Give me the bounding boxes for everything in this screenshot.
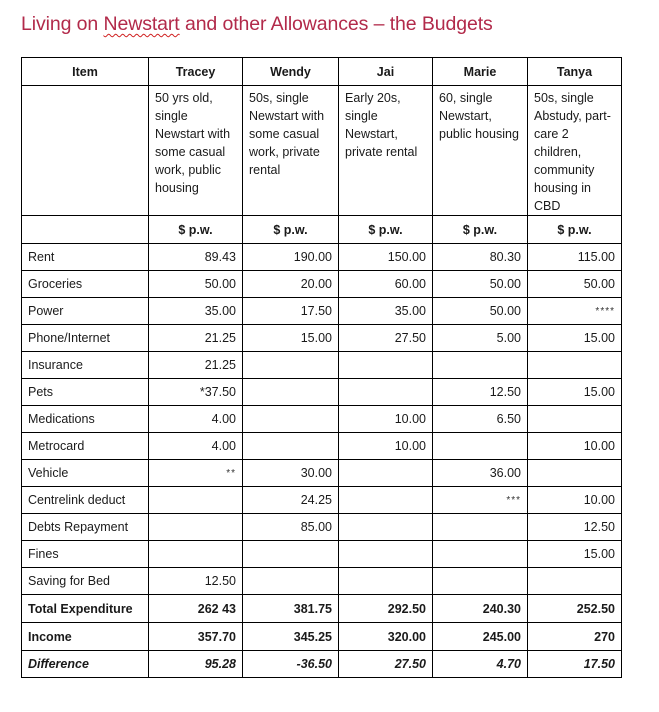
cell-tanya: ****: [528, 298, 622, 325]
cell-tanya: [528, 352, 622, 379]
title-part-1: Living on: [21, 13, 104, 35]
cell-wendy: 30.00: [243, 460, 339, 487]
expense-row: [22, 541, 622, 568]
cell-tanya: 115.00: [528, 244, 622, 271]
cell-jai: 27.50: [339, 325, 433, 352]
row-label: Total Expenditure: [22, 595, 149, 623]
cell-tracey: 12.50: [149, 568, 243, 595]
expense-row: [22, 514, 622, 541]
description-item-empty: [22, 86, 149, 216]
expense-row: [22, 379, 622, 406]
description-wendy: 50s, single Newstart with some casual work, private rental: [243, 86, 339, 216]
cell-jai: 150.00: [339, 244, 433, 271]
cell-marie: [433, 541, 528, 568]
cell-tracey: 35.00: [149, 298, 243, 325]
cell-jai: 60.00: [339, 271, 433, 298]
cell-jai: 292.50: [339, 595, 433, 623]
row-label: Saving for Bed: [22, 568, 149, 595]
cell-marie: [433, 352, 528, 379]
header-jai: Jai: [339, 58, 433, 86]
expense-row: [22, 298, 622, 325]
cell-wendy: [243, 568, 339, 595]
cell-wendy: 15.00: [243, 325, 339, 352]
row-label: Pets: [22, 379, 149, 406]
unit-item-empty: [22, 216, 149, 244]
header-tracey: Tracey: [149, 58, 243, 86]
cell-marie: 80.30: [433, 244, 528, 271]
cell-tanya: 15.00: [528, 325, 622, 352]
cell-tanya: 15.00: [528, 541, 622, 568]
row-label: Fines: [22, 541, 149, 568]
cell-tracey: 262 43: [149, 595, 243, 623]
cell-marie: 50.00: [433, 271, 528, 298]
cell-tanya: 10.00: [528, 487, 622, 514]
cell-wendy: 20.00: [243, 271, 339, 298]
expense-row: [22, 271, 622, 298]
cell-jai: 10.00: [339, 433, 433, 460]
cell-tracey: [149, 541, 243, 568]
cell-tracey: 4.00: [149, 433, 243, 460]
description-marie: 60, single Newstart, public housing: [433, 86, 528, 216]
cell-tanya: [528, 406, 622, 433]
cell-wendy: [243, 433, 339, 460]
cell-marie: 5.00: [433, 325, 528, 352]
row-label: Metrocard: [22, 433, 149, 460]
description-row: [22, 86, 622, 216]
budget-table: [21, 57, 622, 678]
income-row: [22, 623, 622, 651]
cell-tanya: 252.50: [528, 595, 622, 623]
cell-jai: 320.00: [339, 623, 433, 651]
unit-tanya: $ p.w.: [528, 216, 622, 244]
expense-row: [22, 433, 622, 460]
header-item: Item: [22, 58, 149, 86]
cell-tracey: 50.00: [149, 271, 243, 298]
cell-wendy: [243, 541, 339, 568]
cell-tracey: *37.50: [149, 379, 243, 406]
expense-row: [22, 487, 622, 514]
difference-row: [22, 651, 622, 678]
cell-jai: 27.50: [339, 651, 433, 678]
cell-tanya: 17.50: [528, 651, 622, 678]
header-tanya: Tanya: [528, 58, 622, 86]
row-label: Rent: [22, 244, 149, 271]
expense-row: [22, 406, 622, 433]
title-part-newstart: Newstart: [103, 13, 180, 35]
cell-marie: [433, 514, 528, 541]
cell-marie: 50.00: [433, 298, 528, 325]
cell-tracey: 95.28: [149, 651, 243, 678]
cell-jai: [339, 379, 433, 406]
cell-tanya: 50.00: [528, 271, 622, 298]
unit-jai: $ p.w.: [339, 216, 433, 244]
cell-tanya: 270: [528, 623, 622, 651]
cell-marie: 6.50: [433, 406, 528, 433]
expense-row: [22, 325, 622, 352]
cell-tanya: [528, 568, 622, 595]
description-tracey: 50 yrs old, single Newstart with some casual work, public housing: [149, 86, 243, 216]
header-marie: Marie: [433, 58, 528, 86]
cell-jai: 10.00: [339, 406, 433, 433]
cell-wendy: 190.00: [243, 244, 339, 271]
unit-marie: $ p.w.: [433, 216, 528, 244]
cell-wendy: 24.25: [243, 487, 339, 514]
row-label: Power: [22, 298, 149, 325]
cell-tracey: 21.25: [149, 325, 243, 352]
unit-wendy: $ p.w.: [243, 216, 339, 244]
cell-marie: 240.30: [433, 595, 528, 623]
unit-row: [22, 216, 622, 244]
cell-jai: [339, 541, 433, 568]
cell-wendy: [243, 352, 339, 379]
header-row: [22, 58, 622, 86]
cell-tracey: 357.70: [149, 623, 243, 651]
cell-tanya: 10.00: [528, 433, 622, 460]
cell-wendy: 17.50: [243, 298, 339, 325]
cell-marie: 245.00: [433, 623, 528, 651]
cell-wendy: -36.50: [243, 651, 339, 678]
row-label: Difference: [22, 651, 149, 678]
total-expenditure-row: [22, 595, 622, 623]
cell-tanya: 15.00: [528, 379, 622, 406]
row-label: Groceries: [22, 271, 149, 298]
cell-marie: ***: [433, 487, 528, 514]
cell-wendy: 381.75: [243, 595, 339, 623]
description-tanya: 50s, single Abstudy, part-care 2 children, community housing in CBD: [528, 86, 622, 216]
cell-tracey: **: [149, 460, 243, 487]
cell-jai: [339, 352, 433, 379]
cell-tracey: 89.43: [149, 244, 243, 271]
row-label: Debts Repayment: [22, 514, 149, 541]
cell-tanya: 12.50: [528, 514, 622, 541]
cell-marie: 4.70: [433, 651, 528, 678]
cell-tracey: [149, 514, 243, 541]
cell-wendy: 85.00: [243, 514, 339, 541]
unit-tracey: $ p.w.: [149, 216, 243, 244]
cell-marie: [433, 568, 528, 595]
cell-jai: [339, 460, 433, 487]
row-label: Income: [22, 623, 149, 651]
row-label: Centrelink deduct: [22, 487, 149, 514]
cell-tracey: 4.00: [149, 406, 243, 433]
cell-wendy: [243, 406, 339, 433]
title-part-2: and other Allowances – the Budgets: [179, 13, 493, 35]
expense-row: [22, 568, 622, 595]
cell-jai: 35.00: [339, 298, 433, 325]
expense-row: [22, 244, 622, 271]
cell-wendy: 345.25: [243, 623, 339, 651]
cell-marie: 12.50: [433, 379, 528, 406]
cell-jai: [339, 487, 433, 514]
row-label: Phone/Internet: [22, 325, 149, 352]
cell-marie: 36.00: [433, 460, 528, 487]
cell-wendy: [243, 379, 339, 406]
cell-tracey: 21.25: [149, 352, 243, 379]
cell-tanya: [528, 460, 622, 487]
header-wendy: Wendy: [243, 58, 339, 86]
cell-marie: [433, 433, 528, 460]
row-label: Medications: [22, 406, 149, 433]
cell-tracey: [149, 487, 243, 514]
expense-row: [22, 352, 622, 379]
description-jai: Early 20s, single Newstart, private rental: [339, 86, 433, 216]
document-title: [21, 13, 493, 36]
cell-jai: [339, 514, 433, 541]
expense-row: [22, 460, 622, 487]
cell-jai: [339, 568, 433, 595]
row-label: Insurance: [22, 352, 149, 379]
row-label: Vehicle: [22, 460, 149, 487]
